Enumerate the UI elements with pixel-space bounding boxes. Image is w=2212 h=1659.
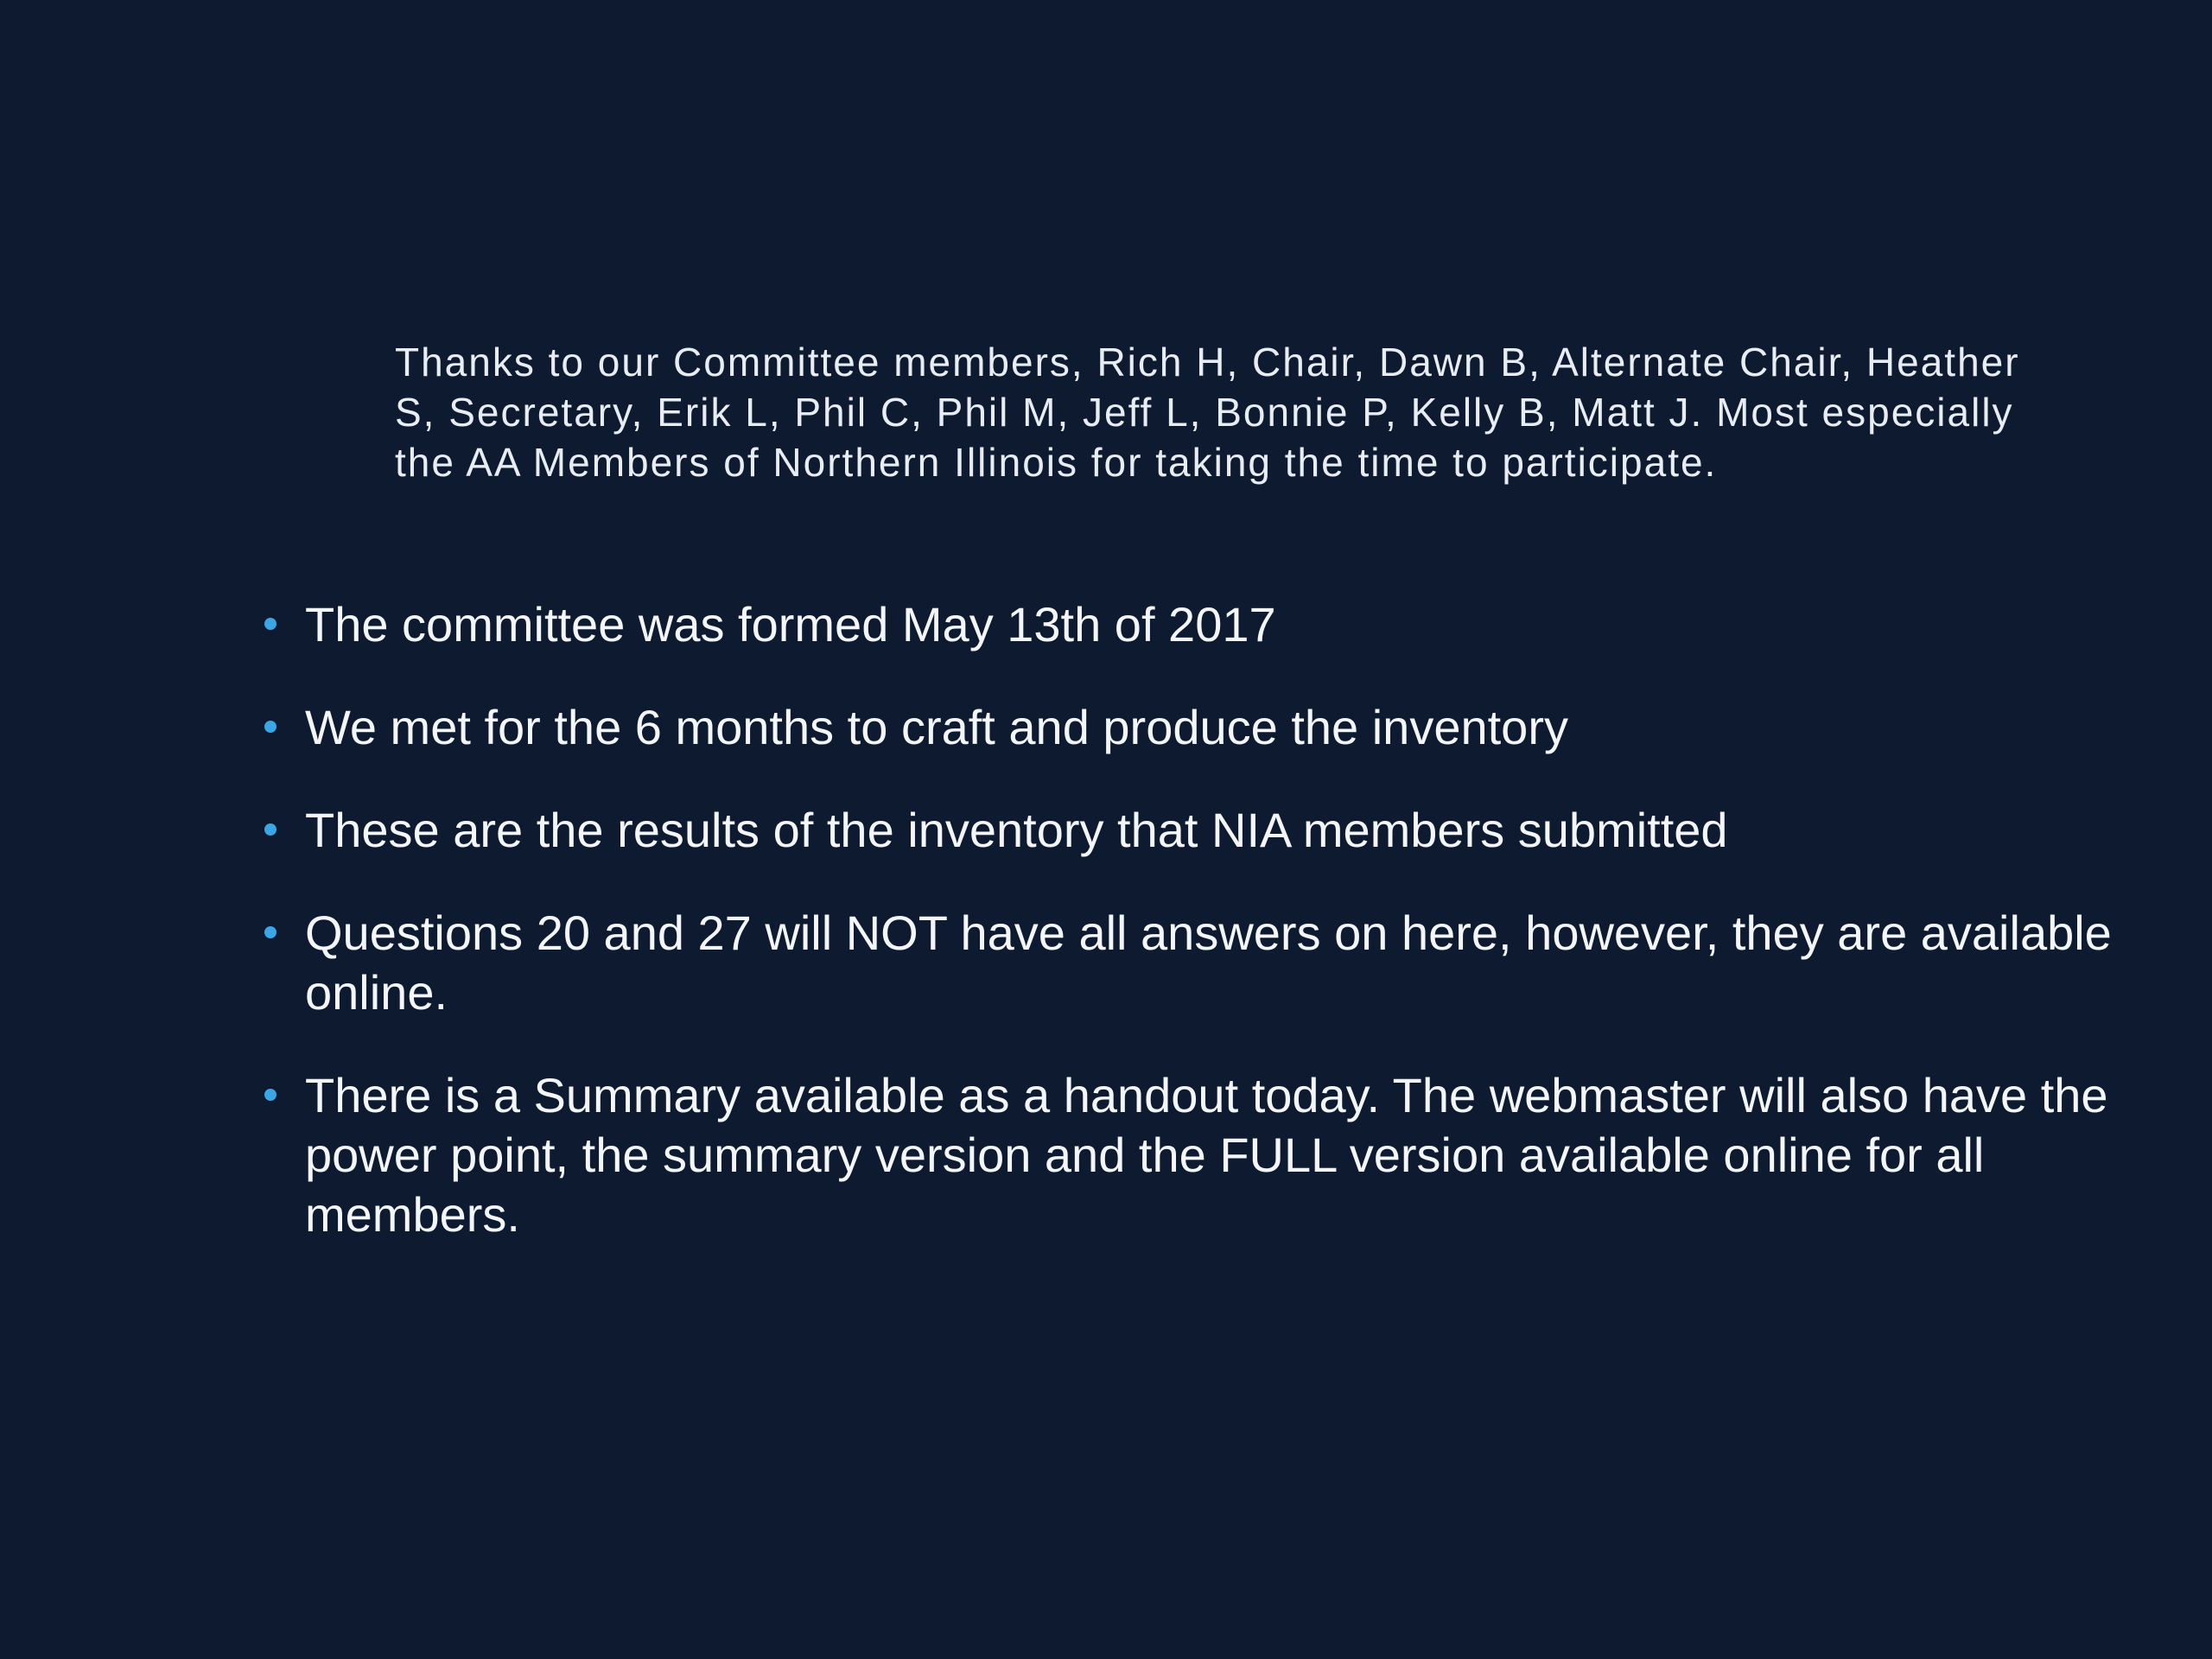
thanks-paragraph: Thanks to our Committee members, Rich H, Chair, Dawn B, Alternate Chair, Heather S, Secretary, Erik L, Phil C, Phil M, Jeff L, Bonnie P, Kelly B, Matt J. Most especially the AA Members of Northern Illinois for taking the time to participate.	[395, 340, 2020, 485]
bullet-text: There is a Summary available as a handout today. The webmaster will also have the power point, the summary version and the FULL version available online for all members.	[305, 1068, 2108, 1242]
bullet-dot-icon	[264, 721, 276, 733]
bullet-item	[259, 903, 2143, 1022]
bullet-dot-icon	[264, 618, 276, 630]
bullet-dot-icon	[264, 823, 276, 836]
bullet-item	[259, 697, 2143, 757]
bullet-text: Questions 20 and 27 will NOT have all answers on here, however, they are available online.	[305, 906, 2112, 1020]
bullet-item	[259, 800, 2143, 860]
bullet-text: These are the results of the inventory that NIA members submitted	[305, 803, 1728, 857]
bullet-text: The committee was formed May 13th of 2017	[305, 597, 1276, 652]
bullet-list	[259, 594, 2143, 1287]
bullet-item	[259, 594, 2143, 654]
bullet-text: We met for the 6 months to craft and produce the inventory	[305, 700, 1568, 754]
bullet-item	[259, 1065, 2143, 1244]
bullet-dot-icon	[264, 926, 276, 938]
bullet-dot-icon	[264, 1089, 276, 1101]
